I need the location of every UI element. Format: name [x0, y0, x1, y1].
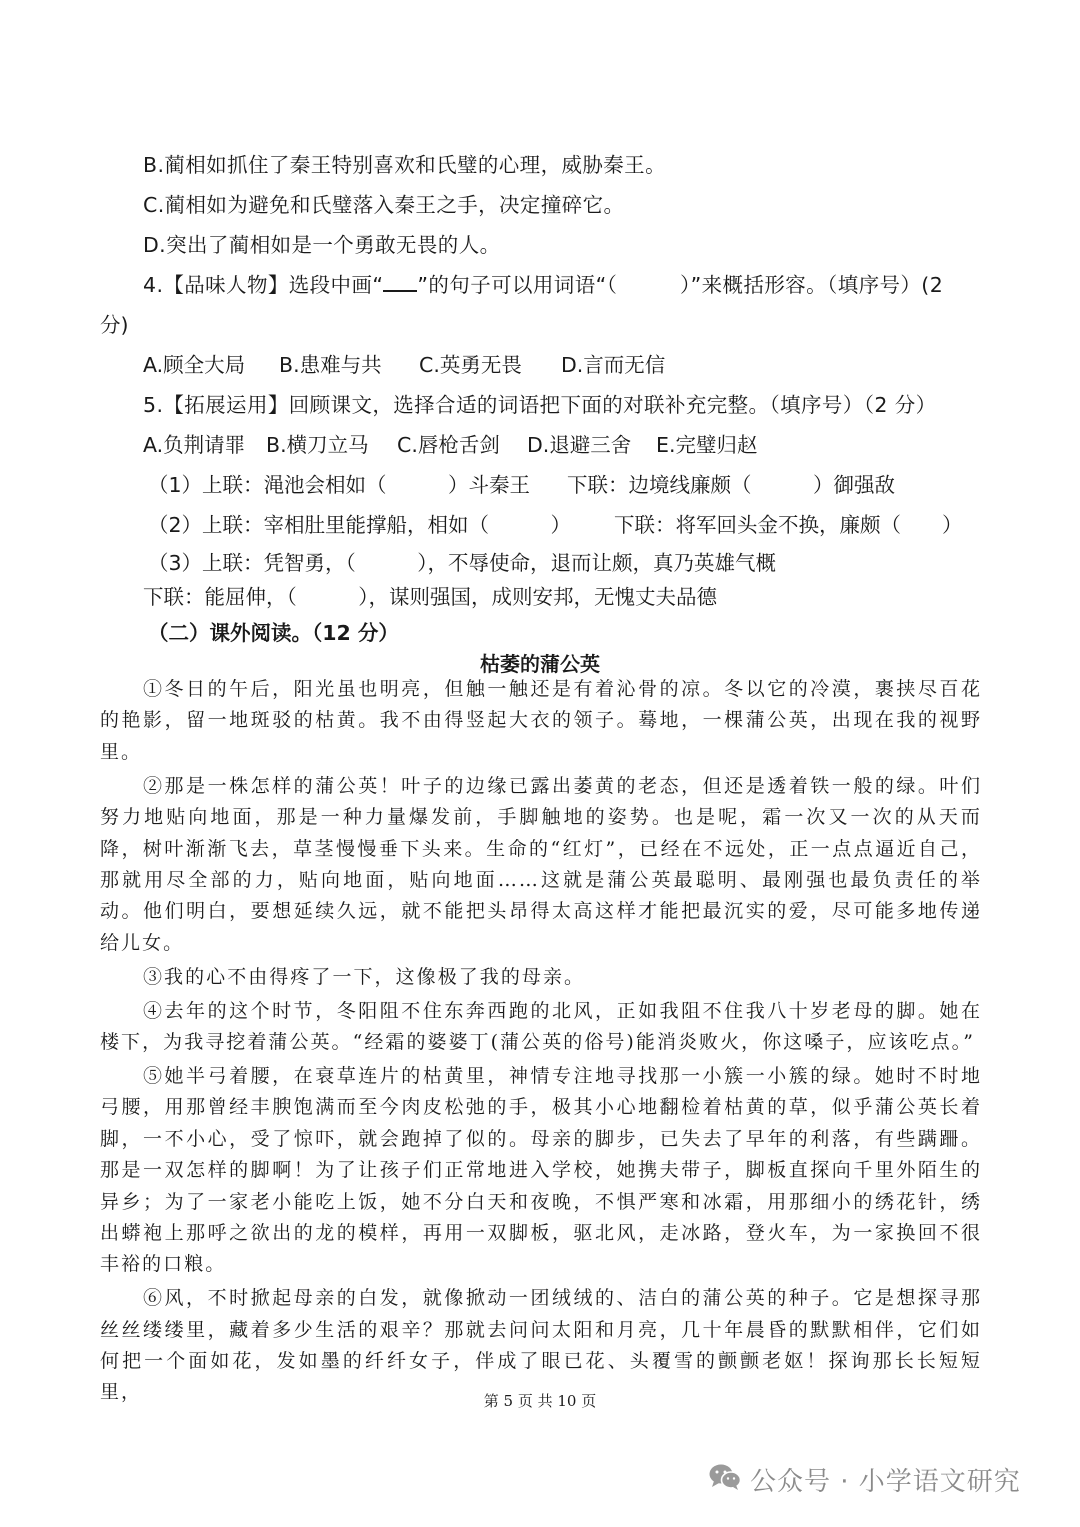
q4-option-c: C.英勇无畏: [419, 353, 522, 377]
wechat-icon: [708, 1462, 742, 1492]
q4-stem: [143, 268, 943, 298]
q4-stem-part2: ”的句子可以用词语“（ ）”来概括形容。（填序号）(2: [417, 273, 944, 297]
q4-option-b: B.患难与共: [279, 353, 382, 377]
couplet1-lower: 下联：边境线廉颇（ ）御强敌: [567, 473, 895, 497]
passage-paragraph-2: ②那是一株怎样的蒲公英！叶子的边缘已露出萎黄的老态，但还是透着铁一般的绿。叶们努力地贴向地面，那是一种力量爆发前，手脚触地的姿势。也是呢，霜一次又一次的从天而降，树叶渐渐飞去，草茎慢慢垂下头来。生命的“红灯”，已经在不远处，正一点点逼近自己，那就用尽全部的力，贴向地面，贴向地面……这就是蒲公英最聪明、最刚强也最负责任的举动。他们明白，要想延续久远，就不能把头昂得太高这样才能把最沉实的爱，尽可能多地传递给儿女。: [100, 774, 982, 954]
couplet1-upper: （1）上联：渑池会相如（ ）斗秦王: [148, 473, 531, 497]
passage-paragraph-1: ①冬日的午后，阳光虽也明亮，但触一触还是有着沁骨的凉。冬以它的冷漠，裹挟尽百花的艳影，留一地斑驳的枯黄。我不由得竖起大衣的领子。蓦地，一棵蒲公英，出现在我的视野里。: [100, 678, 982, 763]
passage-body: [100, 674, 982, 1411]
couplet2-upper: （2）上联：宰相肚里能撑船，相如（ ）: [148, 513, 572, 537]
watermark-text: 公众号 · 小学语文研究: [750, 1467, 1021, 1497]
page-number: 第 5 页 共 10 页: [483, 1392, 597, 1410]
q5-stem: 5.【拓展运用】回顾课文，选择合适的词语把下面的对联补充完整。（填序号）（2 分）: [143, 393, 937, 417]
q5-option-d: D.退避三舍: [527, 433, 632, 457]
section-heading: （二）课外阅读。（12 分）: [148, 621, 399, 645]
couplet3-upper: （3）上联：凭智勇，（ ），不辱使命，退而让颇，真乃英雄气概: [148, 551, 777, 575]
q5-option-c: C.唇枪舌剑: [397, 433, 500, 457]
passage-title: 枯萎的蒲公英: [480, 652, 600, 676]
q4-option-a: A.顾全大局: [143, 353, 246, 377]
couplet2-lower: 下联：将军回头金不换，廉颇（ ）: [614, 513, 963, 537]
q4-stem-part1: 4.【品味人物】选段中画“: [143, 273, 384, 297]
couplet3-lower: 下联：能屈伸，（ ），谋则强国，成则安邦，无愧丈夫品德: [143, 585, 717, 609]
passage-paragraph-4: ④去年的这个时节，冬阳阻不住东奔西跑的北风，正如我阻不住我八十岁老母的脚。她在楼下，为我寻挖着蒲公英。“经霜的婆婆丁(蒲公英的俗号)能消炎败火，你这嗓子，应该吃点。”: [100, 999, 982, 1053]
q3-option-d: D.突出了蔺相如是一个勇敢无畏的人。: [143, 233, 501, 257]
passage-paragraph-3: ③我的心不由得疼了一下，这像极了我的母亲。: [143, 965, 586, 988]
q5-option-b: B.横刀立马: [266, 433, 369, 457]
q3-option-b: B.蔺相如抓住了秦王特别喜欢和氏璧的心理，威胁秦王。: [143, 153, 666, 177]
q4-option-d: D.言而无信: [561, 353, 666, 377]
q4-stem-continuation: 分): [100, 313, 129, 337]
passage-paragraph-5: ⑤她半弓着腰，在衰草连片的枯黄里，神情专注地寻找那一小簇一小簇的绿。她时不时地弓腰，用那曾经丰腴饱满而至今肉皮松弛的手，极其小心地翻检着枯黄的草，似乎蒲公英长着脚，一不小心，受了惊吓，就会跑掉了似的。母亲的脚步，已失去了早年的利落，有些蹒跚。那是一双怎样的脚啊！为了让孩子们正常地进入学校，她携夫带子，脚板直探向千里外陌生的异乡；为了一家老小能吃上饭，她不分白天和夜晚，不惧严寒和冰霜，用那细小的绣花针，绣出蟒袍上那呼之欲出的龙的模样，再用一双脚板，驱北风，走冰路，登火车，为一家换回不很丰裕的口粮。: [100, 1064, 982, 1276]
q5-option-e: E.完璧归赵: [656, 433, 758, 457]
q3-option-c: C.蔺相如为避免和氏璧落入秦王之手，决定撞碎它。: [143, 193, 625, 217]
q4-underline-marker: [383, 276, 417, 292]
q5-option-a: A.负荆请罪: [143, 433, 246, 457]
passage-paragraph-6: ⑥风，不时掀起母亲的白发，就像掀动一团绒绒的、洁白的蒲公英的种子。它是想探寻那丝丝缕缕里，藏着多少生活的艰辛？那就去问问太阳和月亮，几十年晨昏的默默相伴，它们如何把一个面如花，发如墨的纤纤女子，伴成了眼已花、头覆雪的颤颤老妪！探询那长长短短里，: [100, 1287, 982, 1404]
